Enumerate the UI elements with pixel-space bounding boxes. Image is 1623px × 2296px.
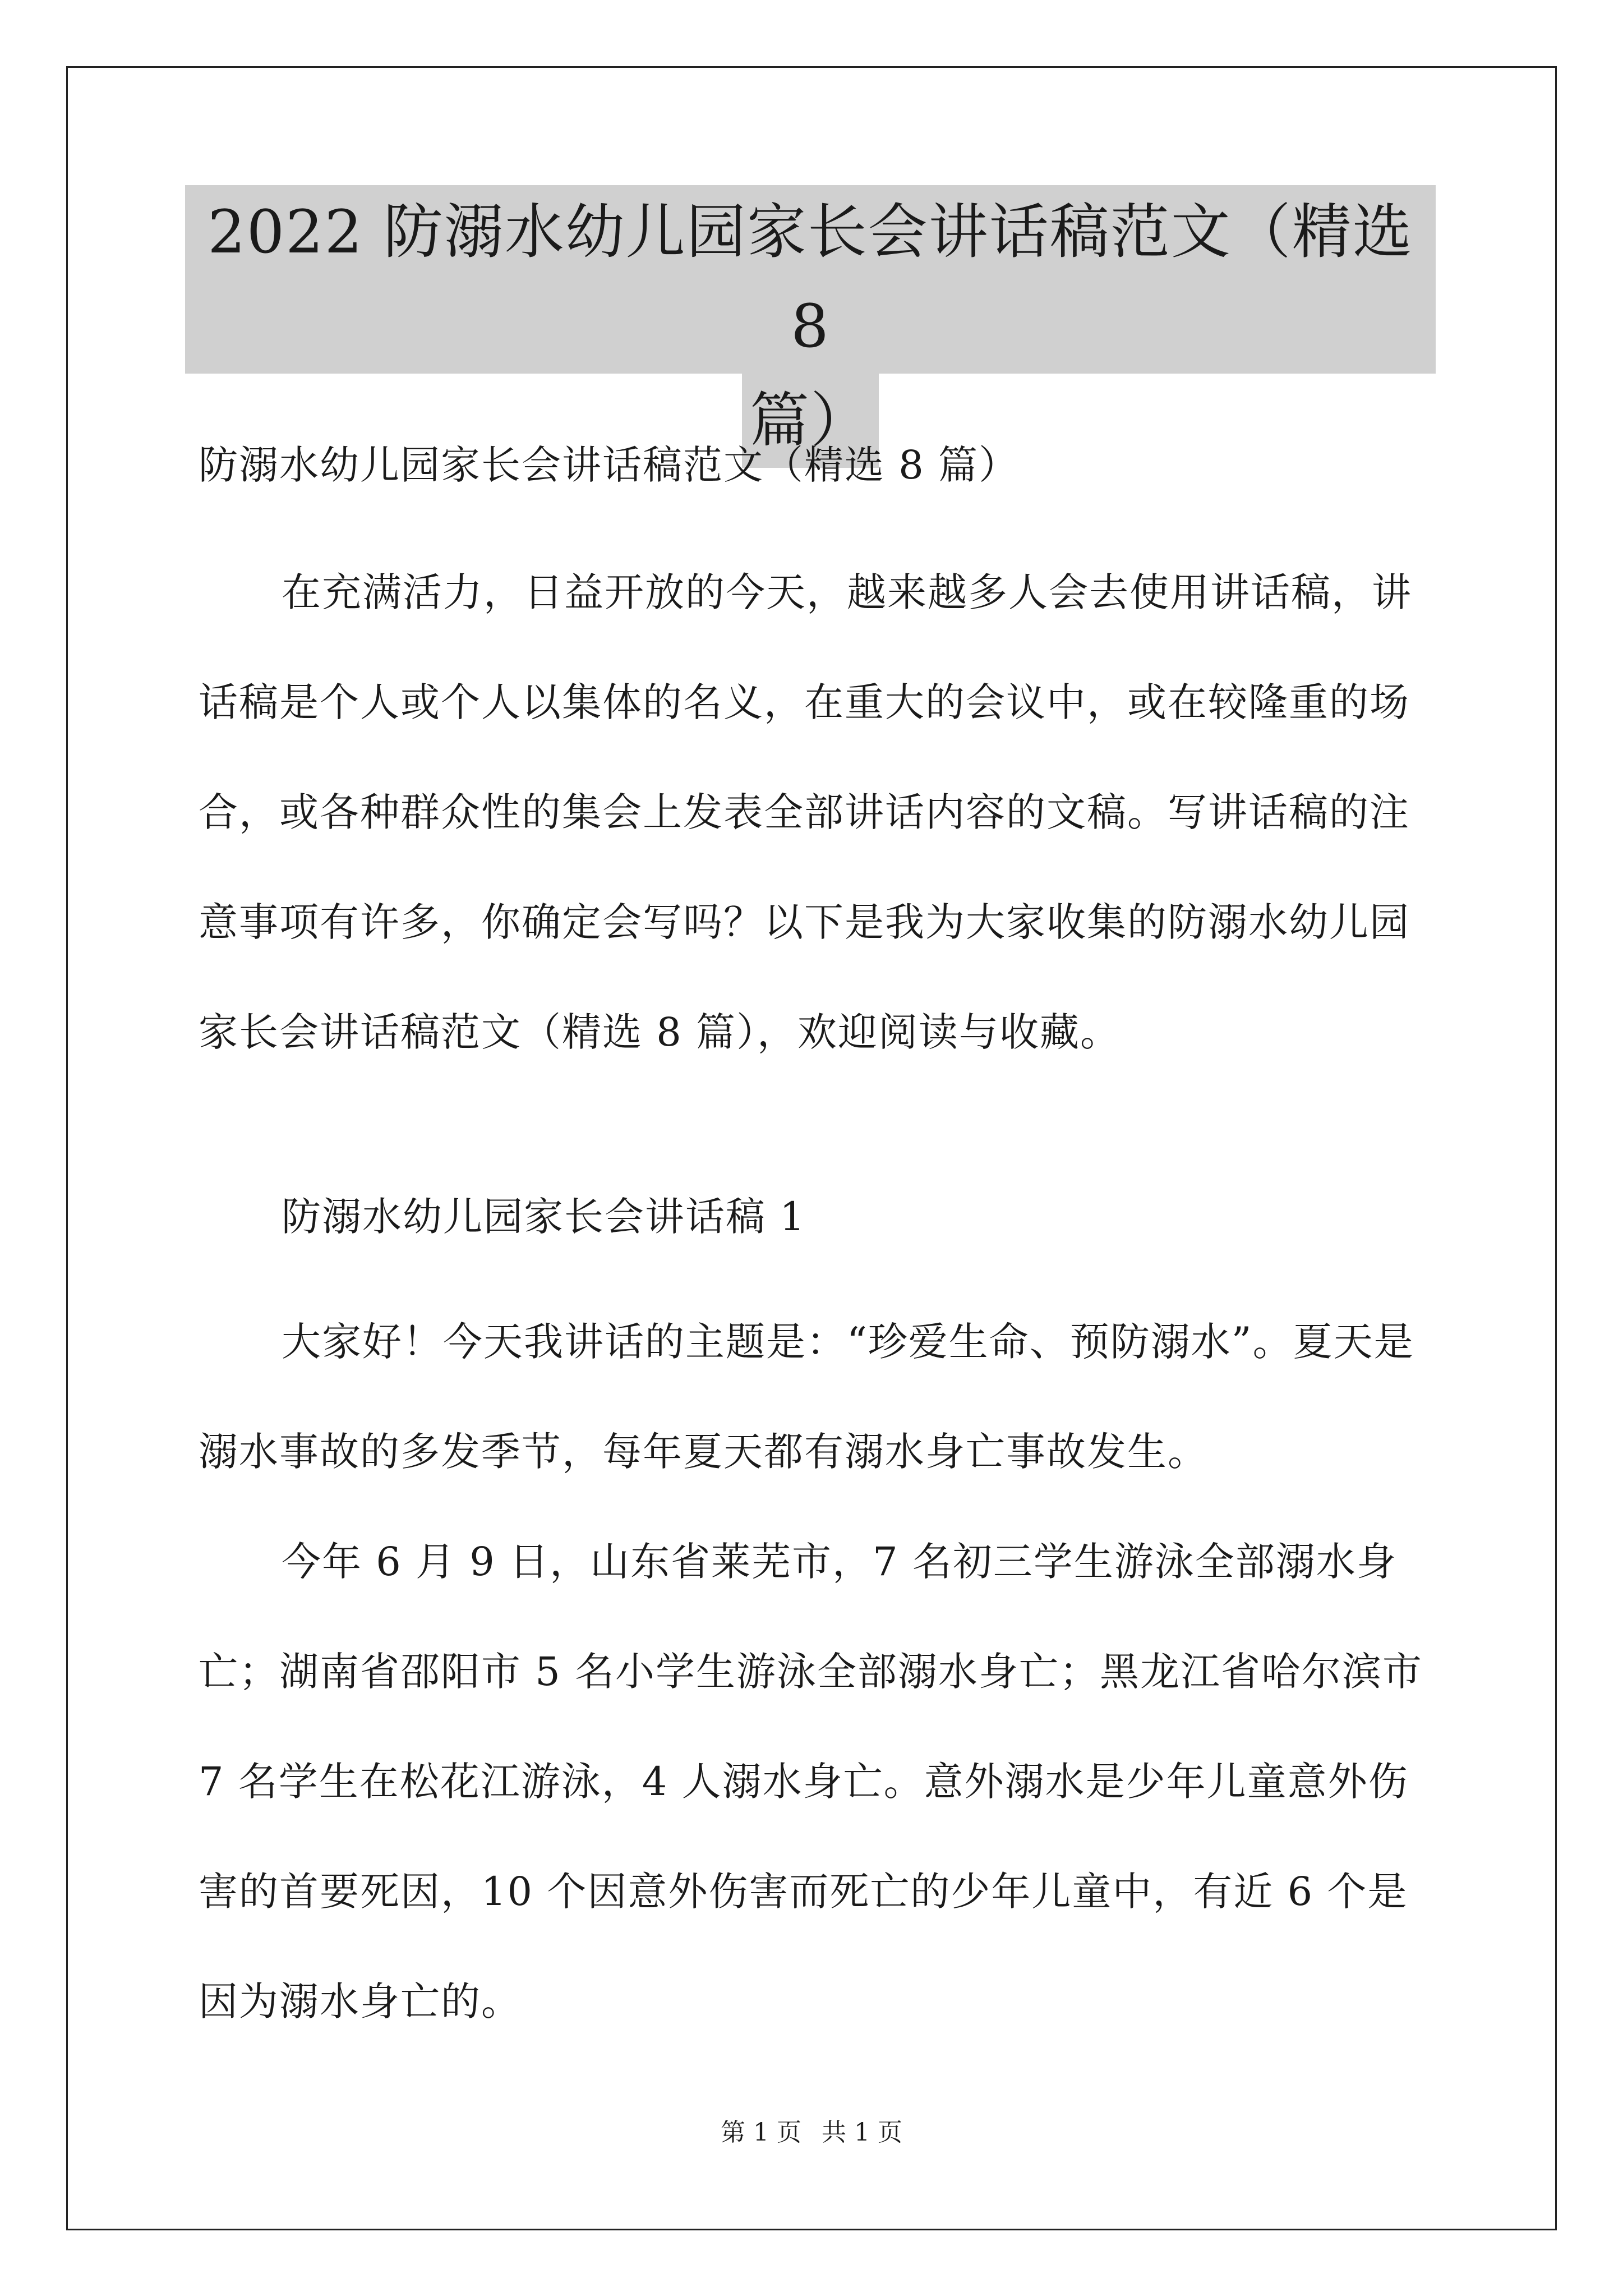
document-title	[185, 185, 1436, 468]
section-heading: 防溺水幼儿园家长会讲话稿 1	[282, 1194, 806, 1240]
page-total: 共 1 页	[822, 2118, 902, 2147]
intro-paragraph: 在充满活力，日益开放的今天，越来越多人会去使用讲话稿，讲话稿是个人或个人以集体的名义，在重大的会议中，或在较隆重的场合，或各种群众性的集会上发表全部讲话内容的文稿。写讲话稿的注意事项有许多，你确定会写吗？以下是我为大家收集的防溺水幼儿园家长会讲话稿范文（精选 8 篇），欢迎阅读与收藏。	[199, 569, 1412, 1055]
page-number: 第 1 页	[721, 2118, 801, 2147]
paragraph-1: 大家好！今天我讲话的主题是：“珍爱生命、预防溺水”。夏天是溺水事故的多发季节，每年夏天都有溺水身亡事故发生。	[199, 1319, 1414, 1475]
title-line-1: 2022 防溺水幼儿园家长会讲话稿范文（精选 8	[185, 185, 1436, 374]
title-line-2: 篇）	[742, 374, 879, 468]
page-footer	[0, 2119, 1623, 2147]
subtitle: 防溺水幼儿园家长会讲话稿范文（精选 8 篇）	[199, 442, 1020, 488]
paragraph-2: 今年 6 月 9 日，山东省莱芜市，7 名初三学生游泳全部溺水身亡；湖南省邵阳市 5 名小学生游泳全部溺水身亡；黑龙江省哈尔滨市 7 名学生在松花江游泳，4 人溺水身亡。意外溺水是少年儿童意外伤害的首要死因，10 个因意外伤害而死亡的少年儿童中，有近 6 个是因为溺水身亡的。	[199, 1539, 1423, 2024]
